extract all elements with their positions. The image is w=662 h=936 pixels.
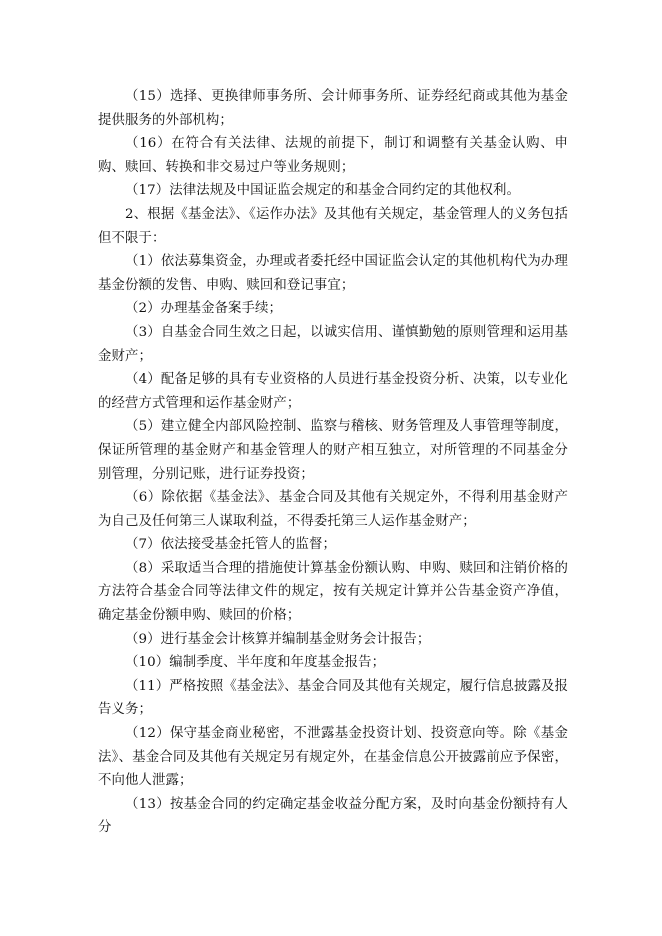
paragraph-obligation-11: （11）严格按照《基金法》、基金合同及其他有关规定，履行信息披露及报告义务； <box>98 678 568 718</box>
paragraph-obligation-4: （4）配备足够的具有专业资格的人员进行基金投资分析、决策，以专业化的经营方式管理和运作基金财产； <box>98 372 568 411</box>
paragraph-obligation-7: （7）依法接受基金托管人的监督； <box>125 537 336 553</box>
paragraph-obligation-5: （5）建立健全内部风险控制、监察与稽核、财务管理及人事管理等制度，保证所管理的基金财产和基金管理人的财产相互独立，对所管理的不同基金分别管理，分别记账，进行证券投资； <box>98 419 568 482</box>
paragraph-obligation-2: （2）办理基金备案手续； <box>125 301 283 317</box>
paragraph-obligation-8: （8）采取适当合理的措施使计算基金份额认购、申购、赎回和注销价格的方法符合基金合同等法律文件的规定，按有关规定计算并公告基金资产净值，确定基金份额申购、赎回的价格； <box>98 560 568 624</box>
paragraph-obligation-12: （12）保守基金商业秘密，不泄露基金投资计划、投资意向等。除《基金法》、基金合同及其他有关规定另有规定外，在基金信息公开披露前应予保密，不向他人泄露； <box>98 726 568 789</box>
paragraph-obligations-intro: 2、根据《基金法》、《运作办法》及其他有关规定，基金管理人的义务包括但不限于： <box>98 206 568 246</box>
paragraph-obligation-13: （13）按基金合同的约定确定基金收益分配方案，及时向基金份额持有人分 <box>98 796 568 836</box>
paragraph-obligation-3: （3）自基金合同生效之日起，以诚实信用、谨慎勤勉的原则管理和运用基金财产； <box>98 324 568 364</box>
paragraph-obligation-1: （1）依法募集资金，办理或者委托经中国证监会认定的其他机构代为办理基金份额的发售、申购、赎回和登记事宜； <box>98 254 568 293</box>
paragraph-17: （17）法律法规及中国证监会规定的和基金合同约定的其他权利。 <box>125 183 520 199</box>
paragraph-15: （15）选择、更换律师事务所、会计师事务所、证券经纪商或其他为基金提供服务的外部机构； <box>98 89 568 128</box>
paragraph-obligation-6: （6）除依据《基金法》、基金合同及其他有关规定外，不得利用基金财产为自己及任何第三人谋取利益，不得委托第三人运作基金财产； <box>98 490 568 529</box>
paragraph-obligation-9: （9）进行基金会计核算并编制基金财务会计报告； <box>125 631 431 647</box>
paragraph-16: （16）在符合有关法律、法规的前提下，制订和调整有关基金认购、申购、赎回、转换和非交易过户等业务规则； <box>98 136 568 175</box>
paragraph-obligation-10: （10）编制季度、半年度和年度基金报告； <box>125 655 386 671</box>
document-page <box>98 85 568 840</box>
